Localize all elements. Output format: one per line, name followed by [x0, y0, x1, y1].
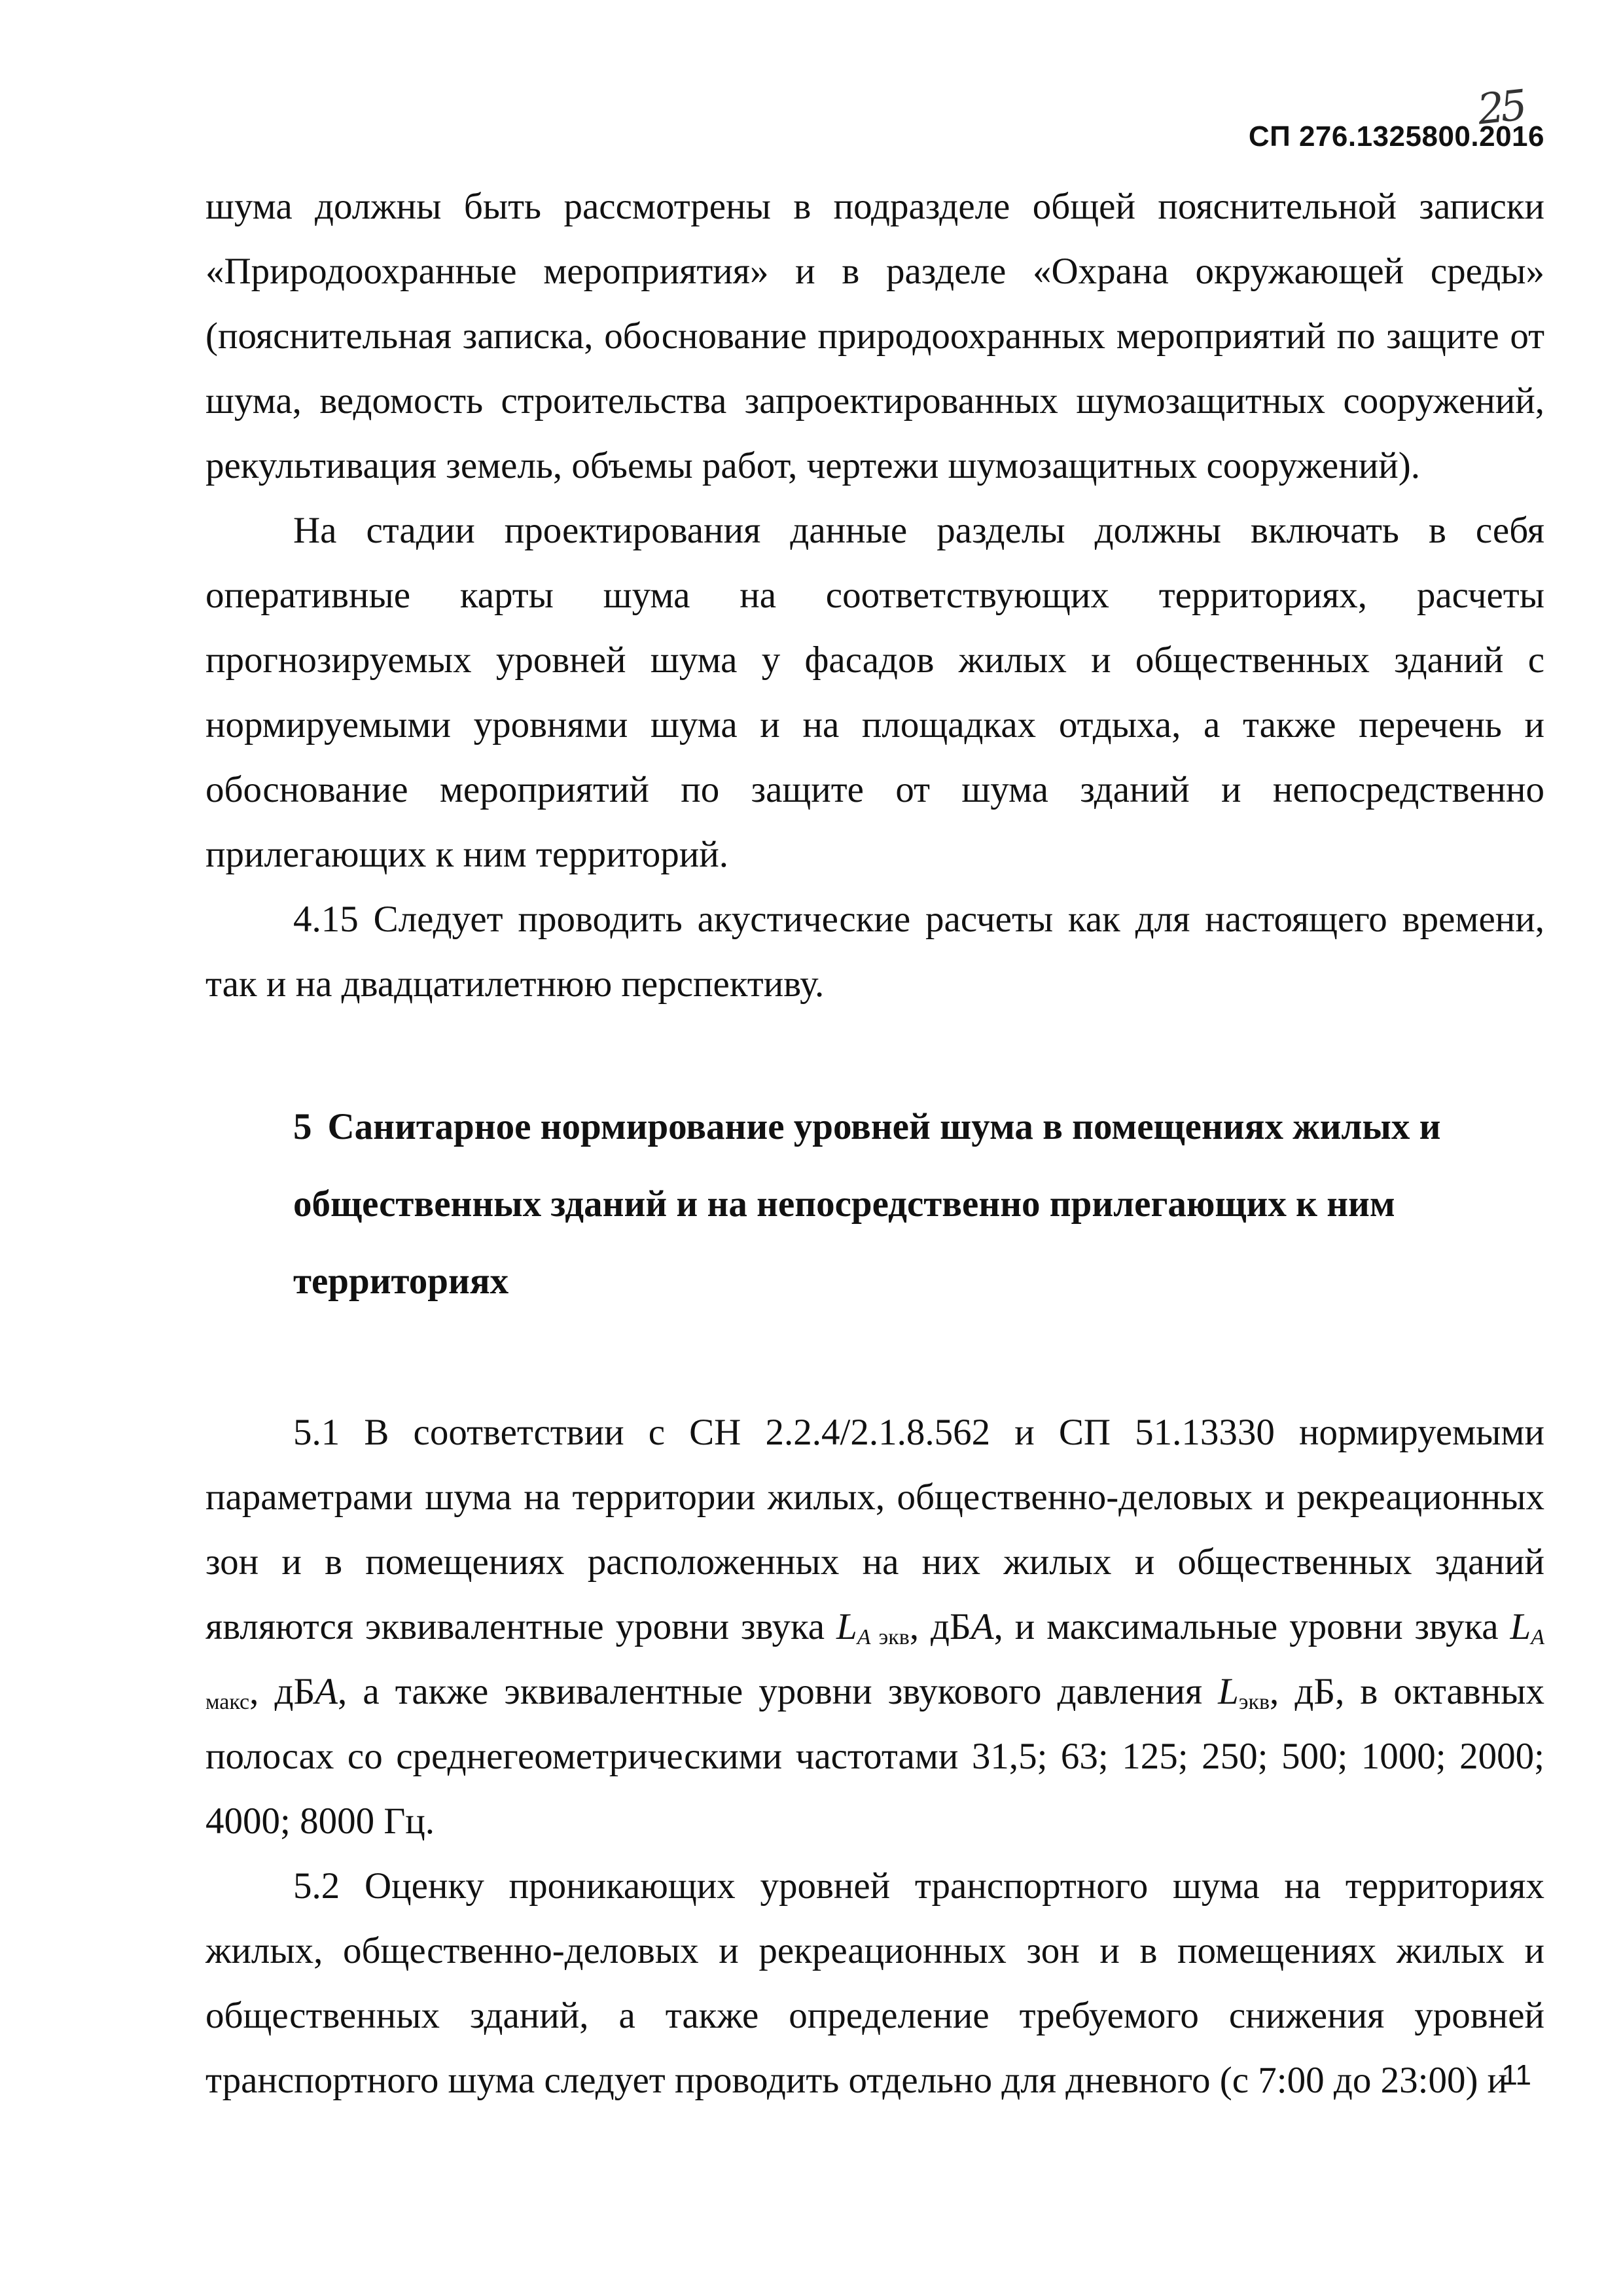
symbol-la: $L_A$: [836, 1606, 871, 1649]
unit-a: A: [315, 1671, 338, 1712]
symbol-lamax: $L_A$: [1510, 1606, 1544, 1649]
document-code: СП 276.1325800.2016: [1248, 120, 1544, 152]
section-5-title: Санитарное нормирование уровней шума в помещениях жилых и общественных зданий и на непосредственно прилегающих к ним территориях: [293, 1106, 1441, 1302]
page-number: 11: [1501, 2059, 1531, 2091]
section-5-heading: [205, 1088, 1544, 1320]
subscript-eq: экв: [870, 1625, 910, 1649]
symbol-leq: L: [1218, 1671, 1239, 1712]
body-text: [205, 174, 1544, 2113]
subscript-eq: экв: [1238, 1690, 1270, 1714]
paragraph-5-1: 5.1 В соответствии с СН 2.2.4/2.1.8.562 и СП 51.13330 нормируемыми параметрами шума на территории жилых, общественно-деловых и рекреационных зон и в помещениях расположенных на них жилых и общественных зданий являются эквивалентные уровни звука $L_A$ $_{экв}$, дБA, и максимальные уровни звука $L_A$ $_{макс}$, дБA, а также эквивалентные уровни звукового давления $L_{экв}$, дБ, в октавных полосах со среднегеометрическими частотами 31,5; 63; 125; 250; 500; 1000; 2000; 4000; 8000 Гц.: [205, 1412, 1544, 1842]
subscript-max: макс: [205, 1690, 250, 1714]
handwritten-page-mark: 25: [1475, 81, 1526, 135]
section-5-number: 5: [293, 1106, 312, 1147]
paragraph-4-15: 4.15 Следует проводить акустические расчеты как для настоящего времени, так и на двадцатилетнюю перспективу.: [205, 899, 1544, 1005]
paragraph-continuation: шума должны быть рассмотрены в подразделе общей пояснительной записки «Природоохранные мероприятия» и в разделе «Охрана окружающей среды» (пояснительная записка, обоснование природоохранных мероприятий по защите от шума, ведомость строительства запроектированных шумозащитных сооружений, рекультивация земель, объемы работ, чертежи шумозащитных сооружений).: [205, 186, 1544, 486]
paragraph-design-stage: На стадии проектирования данные разделы должны включать в себя оперативные карты шума на соответствующих территориях, расчеты прогнозируемых уровней шума у фасадов жилых и общественных зданий с нормируемыми уровнями шума и на площадках отдыха, а также перечень и обоснование мероприятий по защите от шума зданий и непосредственно прилегающих к ним территорий.: [205, 510, 1544, 875]
unit-a: A: [971, 1606, 994, 1647]
paragraph-5-2: 5.2 Оценку проникающих уровней транспортного шума на территориях жилых, общественно-деловых и рекреационных зон и в помещениях жилых и общественных зданий, а также определение требуемого снижения уровней транспортного шума следует проводить отдельно для дневного (с 7:00 до 23:00) и: [205, 1865, 1544, 2101]
